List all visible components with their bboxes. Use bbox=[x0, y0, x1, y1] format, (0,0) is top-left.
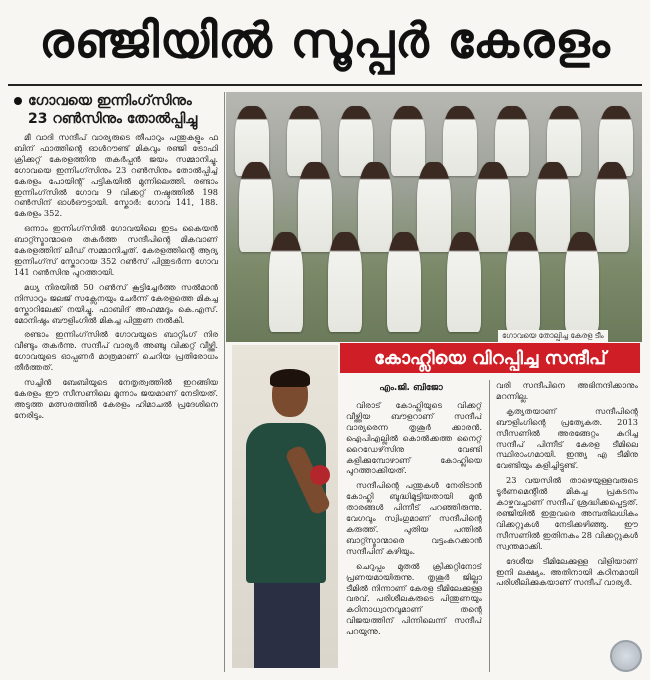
player-figure bbox=[447, 232, 481, 332]
player-photo bbox=[232, 345, 338, 668]
story-paragraph: വരി സന്ദീപിനെ അഭിനന്ദിക്കാനും മറന്നില്ല. bbox=[496, 380, 638, 401]
player-portrait bbox=[232, 345, 338, 668]
story-paragraph: വിരാട് കോഹ്ലിയുടെ വിക്കറ്റ് വീഴ്ത്തിയ ബൗളറാണ് സന്ദീപ് വാര്യരെന്ന തൃശൂർ ക്കാരൻ. ഐപിഎല്ലിൽ കൊൽക്കത്ത നൈറ്റ് റൈഡേഴ്‌സിനു വേണ്ടി കളിക്കുമ്പോഴാണ് കോഹ്ലിയെ പുറത്താക്കിയത്. bbox=[346, 400, 482, 476]
player-figure bbox=[269, 232, 303, 332]
subheadline-line2: 23 റൺസിനും തോൽപ്പിച്ചു bbox=[28, 111, 198, 127]
kohli-story-title: കോഹ്ലിയെ വിറപ്പിച്ച സന്ദീപ് bbox=[340, 343, 640, 373]
story-paragraph: മീ വാദി സന്ദീപ് വാര്യരുടെ തീപാറും പന്തുകളും ഫ ബിന് ഫാത്തിന്റെ ഓൾറൗണ്ട് മികവും രഞ്ജി ട്രോഫി ക്രിക്കറ്റ് കേരളത്തിനു തകർപ്പൻ ജയം സമ്മാനിച്ചു. ഗോവയെ ഇന്നിംഗ്‌സിനും 23 റൺസിനും തോൽപ്പിച്ച് കേരളം പോയിന്റ് പട്ടികയിൽ മുന്നിലെത്തി. രണ്ടാം ഇന്നിംഗ്‌സിൽ ഗോവ 9 വിക്കറ്റ് നഷ്ടത്തിൽ 198 റൺസിന് ഓൾഔട്ടായി. സ്കോർ: ഗോവ 141, 188. കേരളം 352. bbox=[14, 132, 218, 219]
story-paragraph: ദേശീയ ടീമിലേക്കുള്ള വിളിയാണ് ഇനി ലക്ഷ്യം. അതിനായി കഠിനമായി പരിശീലിക്കുകയാണ് സന്ദീപ് വാര്യർ. bbox=[496, 555, 638, 588]
kohli-story-col1 bbox=[346, 400, 482, 672]
story-paragraph: ചെറുപ്പം മുതൽ ക്രിക്കറ്റിനോട് പ്രണയമായിരുന്നു. തൃശൂർ ജില്ലാ ടീമിൽ നിന്നാണ് കേരള ടീമിലേക്കുള്ള വരവ്. പരിശീലകരുടെ പിന്തുണയും കഠിനാധ്വാനവുമാണ് തന്റെ വിജയത്തിന് പിന്നിലെന്ന് സന്ദീപ് പറയുന്നു. bbox=[346, 560, 482, 637]
story-paragraph: സച്ചിൻ ബേബിയുടെ നേതൃത്വത്തിൽ ഇറങ്ങിയ കേരളം ഈ സീസണിലെ മൂന്നാം ജയമാണ് നേടിയത്. അടുത്ത മത്സരത്തിൽ കേരളം ഹിമാചൽ പ്രദേശിനെ നേരിടും. bbox=[14, 377, 218, 420]
story-paragraph: സന്ദീപിന്റെ പന്തുകൾ നേരിടാൻ കോഹ്ലി ബുദ്ധിമുട്ടിയതായി മുൻ താരങ്ങൾ പിന്നീട് പറഞ്ഞിരുന്നു. വേഗവും സ്വിംഗുമാണ് സന്ദീപിന്റെ കരുത്ത്. പുതിയ പന്തിൽ ബാറ്റ്സ്മാന്മാരെ വട്ടംകറക്കാൻ സന്ദീപിന് കഴിയും. bbox=[346, 480, 482, 556]
story-paragraph: മധ്യ നിരയിൽ 50 റൺസ് കൂട്ടിച്ചേർത്ത സൽമാൻ നിസാറും ജലജ് സക്സേനയും ചേർന്ന് കേരളത്തെ മികച്ച സ്കോറിലേക്ക് നയിച്ചു. ഫാബിദ് അഹമ്മദും കെ.എസ്. മോനിഷും ബൗളിംഗിൽ മികച്ച പിന്തുണ നൽകി. bbox=[14, 281, 218, 325]
player-figure bbox=[387, 232, 421, 332]
watermark-logo-icon bbox=[610, 640, 642, 672]
bullet-icon bbox=[14, 97, 22, 105]
story-paragraph: 23 വയസിൽ താഴെയുള്ളവരുടെ ടൂർണമെന്റിൽ മികച്ച പ്രകടനം കാഴ്ചവച്ചാണ് സന്ദീപ് ശ്രദ്ധിക്കപ്പെട്ടത്. രഞ്ജിയിൽ ഇതുവരെ അമ്പതിലധികം വിക്കറ്റുകൾ നേടിക്കഴിഞ്ഞു. ഈ സീസണിൽ ഇതിനകം 28 വിക്കറ്റുകൾ സ്വന്തമാക്കി. bbox=[496, 475, 638, 551]
story-paragraph: ഒന്നാം ഇന്നിംഗ്‌സിൽ ഗോവയിലെ ഇടം കൈയൻ ബാറ്റ്സ്മാന്മാരെ തകർത്ത സന്ദീപിന്റെ മികവാണ് കേരളത്തിന് ലീഡ് സമ്മാനിച്ചത്. കേരളത്തിന്റെ ആദ്യ ഇന്നിംഗ്‌സ് സ്കോറായ 352 റൺസ് പിന്തുടർന്ന ഗോവ 141 റൺസിനു പുറത്തായി. bbox=[14, 223, 218, 277]
team-photo-caption: ഗോവയെ തോല്പിച്ച കേരള ടീം bbox=[498, 330, 608, 342]
story-paragraph: രണ്ടാം ഇന്നിംഗ്‌സിൽ ഗോവയുടെ ബാറ്റിംഗ് നിര വീണ്ടും തകർന്നു. സന്ദീപ് വാര്യർ അഞ്ചു വിക്കറ്റ് വീഴ്ത്തി. ഗോവയുടെ ഓപ്പണർ മാത്രമാണ് ചെറിയ പ്രതിരോധം തീർത്തത്. bbox=[14, 329, 218, 373]
column-divider bbox=[489, 380, 490, 672]
player-figure bbox=[328, 232, 362, 332]
player-trousers bbox=[254, 581, 320, 668]
story-paragraph: കൃത്യതയാണ് സന്ദീപിന്റെ ബൗളിംഗിന്റെ പ്രത്യേകത. 2013 സീസണിൽ അരങ്ങേറ്റം കുറിച്ച സന്ദീപ് പിന്നീട് കേരള ടീമിലെ സ്ഥിരാംഗമായി. ഇന്ത്യ എ ടീമിനു വേണ്ടിയും കളിച്ചിട്ടുണ്ട്. bbox=[496, 405, 638, 471]
kohli-story-byline: എം.ജി. ബിജോ bbox=[379, 383, 443, 393]
subheadline bbox=[14, 92, 224, 128]
headline-rule bbox=[8, 84, 642, 86]
page-headline: രഞ്ജിയിൽ സൂപ്പർ കേരളം bbox=[39, 12, 611, 69]
column-divider bbox=[224, 92, 225, 672]
kohli-story-col2 bbox=[496, 380, 638, 672]
cricket-ball-icon bbox=[310, 465, 330, 485]
player-hair bbox=[270, 369, 310, 387]
main-story bbox=[14, 132, 218, 670]
player-figure bbox=[565, 232, 599, 332]
subheadline-line1: ഗോവയെ ഇന്നിംഗ്‌സിനും bbox=[28, 93, 192, 109]
player-figure bbox=[506, 232, 540, 332]
team-photo bbox=[226, 92, 642, 342]
